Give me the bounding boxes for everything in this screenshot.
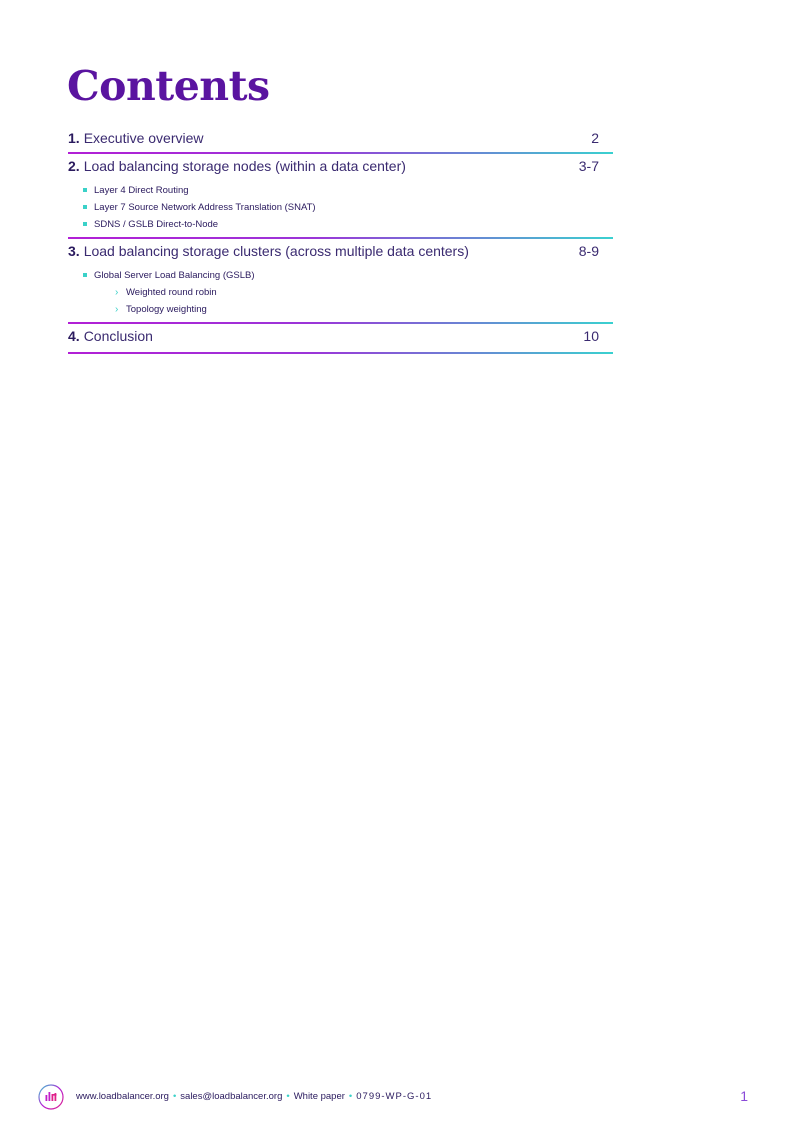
toc-entry-title — [68, 130, 204, 146]
square-bullet-icon — [83, 222, 87, 226]
toc-subsubitem[interactable] — [68, 301, 613, 318]
chevron-right-icon: › — [115, 287, 119, 298]
toc-entry-page: 2 — [591, 130, 599, 146]
toc-sublist — [68, 267, 613, 322]
loadbalancer-logo-icon — [38, 1084, 64, 1110]
square-bullet-icon — [83, 205, 87, 209]
toc-entry-label: Load balancing storage nodes (within a data center) — [83, 158, 406, 174]
toc-entry-number: 2. — [68, 158, 80, 174]
chevron-right-icon: › — [115, 304, 119, 315]
toc-subitem[interactable] — [68, 267, 613, 284]
toc-subitem[interactable] — [68, 182, 613, 199]
toc-sublist — [68, 182, 613, 237]
footer-doc-type: White paper — [293, 1091, 345, 1102]
toc-subsubitem[interactable] — [68, 284, 613, 301]
footer-text — [76, 1091, 432, 1102]
toc-entry-page: 10 — [583, 328, 599, 344]
toc-entry-storage-nodes[interactable] — [68, 154, 613, 182]
page-footer — [38, 1084, 758, 1112]
footer-doc-code: 0799-WP-G-01 — [356, 1091, 433, 1102]
toc-entry-number: 1. — [68, 130, 80, 146]
toc-subitem[interactable] — [68, 199, 613, 216]
toc-entry-label: Load balancing storage clusters (across multiple data centers) — [83, 243, 469, 259]
toc-entry-label: Executive overview — [83, 130, 204, 146]
square-bullet-icon — [83, 273, 87, 277]
toc-section-1 — [68, 126, 613, 154]
footer-email-link[interactable]: sales@loadbalancer.org — [180, 1091, 283, 1102]
toc-subsubitem-label: Topology weighting — [126, 304, 207, 315]
page-number: 1 — [740, 1088, 748, 1104]
toc-entry-title — [68, 158, 406, 174]
toc-entry-storage-clusters[interactable] — [68, 239, 613, 267]
toc-entry-number: 3. — [68, 243, 80, 259]
toc-section-3 — [68, 239, 613, 324]
toc-entry-executive-overview[interactable] — [68, 126, 613, 152]
table-of-contents — [68, 126, 613, 354]
footer-website-link[interactable]: www.loadbalancer.org — [76, 1091, 169, 1102]
footer-separator: • — [286, 1091, 290, 1102]
toc-section-4 — [68, 324, 613, 354]
toc-section-2 — [68, 154, 613, 239]
toc-subitem[interactable] — [68, 216, 613, 233]
toc-subsubitem-label: Weighted round robin — [126, 287, 217, 298]
toc-entry-title — [68, 243, 469, 259]
toc-entry-number: 4. — [68, 328, 80, 344]
toc-subitem-label: Layer 4 Direct Routing — [94, 185, 189, 196]
toc-entry-label: Conclusion — [83, 328, 153, 344]
toc-entry-title — [68, 328, 153, 344]
toc-subitem-label: SDNS / GSLB Direct-to-Node — [94, 219, 219, 230]
toc-subitem-label: Global Server Load Balancing (GSLB) — [94, 270, 255, 281]
footer-separator: • — [172, 1091, 177, 1102]
toc-subitem-label: Layer 7 Source Network Address Translation (SNAT) — [94, 202, 316, 213]
section-divider — [68, 352, 613, 354]
toc-entry-page: 3-7 — [578, 158, 599, 174]
footer-separator: • — [348, 1091, 353, 1102]
square-bullet-icon — [83, 188, 87, 192]
toc-entry-conclusion[interactable] — [68, 324, 613, 352]
toc-entry-page: 8-9 — [578, 243, 599, 259]
page-title: Contents — [67, 62, 270, 110]
